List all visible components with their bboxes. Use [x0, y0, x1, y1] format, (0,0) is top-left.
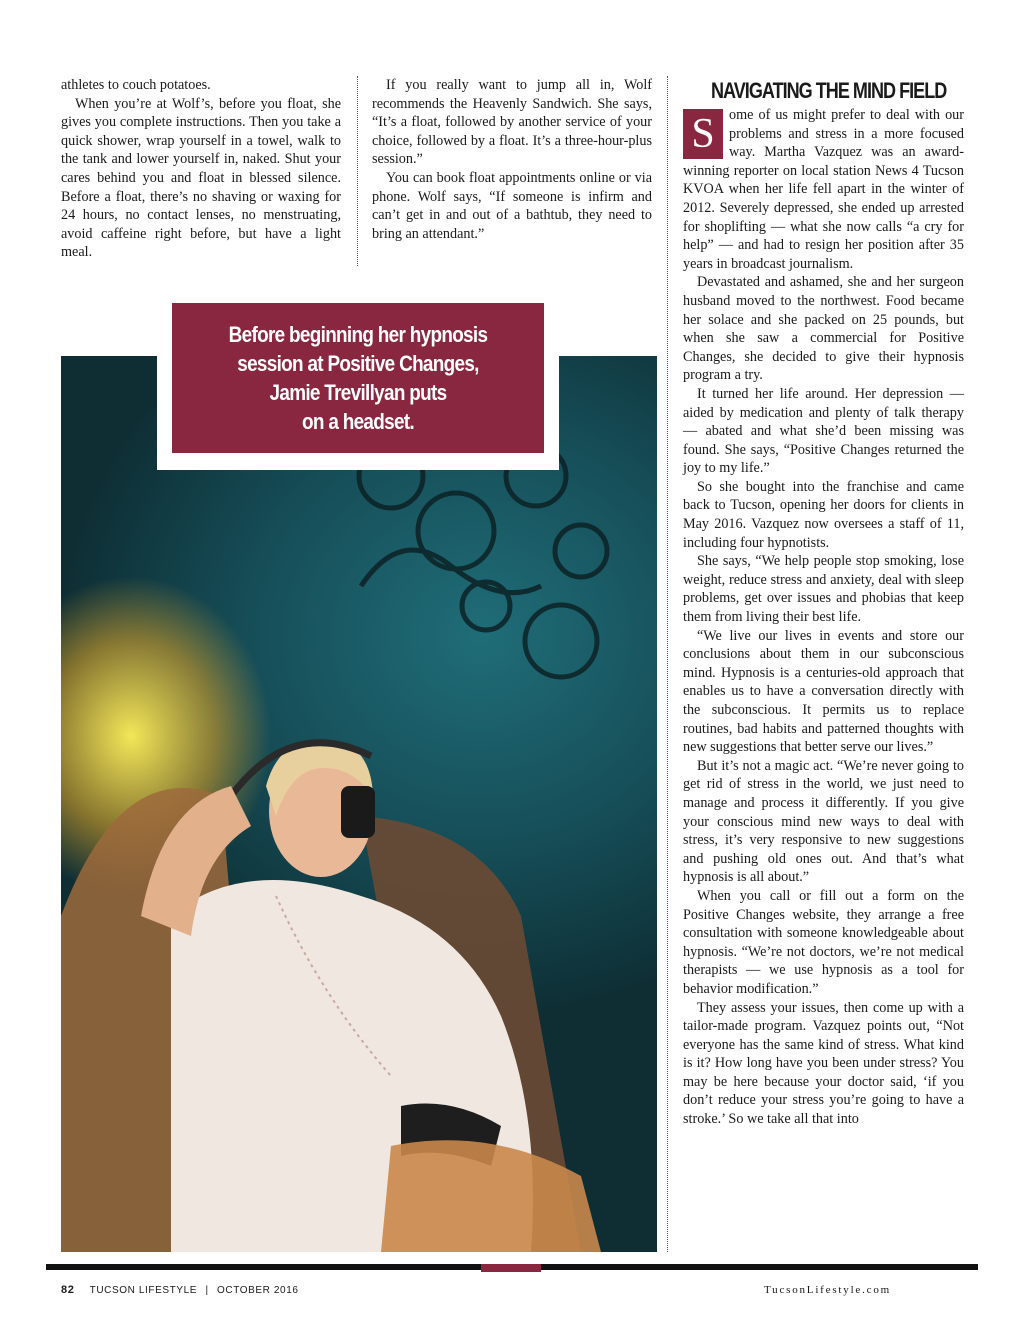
paragraph: Devastated and ashamed, she and her surgeon husband moved to the northwest. Food became her solace and she packed on 25 pounds, but when she saw a commercial for Positive Changes, she decided to give their hypnosis program a try.	[683, 274, 964, 384]
column-divider	[667, 76, 668, 1252]
paragraph: But it’s not a magic act. “We’re never going to get rid of stress in the world, we just need to manage and process it differently. If you give your conscious mind new ways to deal with stress, it’s very responsive to new suggestions and pushing old ones out. And that’s what hypnosis is all about.”	[683, 757, 964, 886]
footer-accent-tab	[481, 1264, 541, 1272]
publication-name: TUCSON LIFESTYLE	[89, 1285, 198, 1296]
drop-cap: S	[683, 109, 723, 159]
paragraph: When you call or fill out a form on the Positive Changes website, they arrange a free consultation with someone knowledgeable about hypnosis. “We’re not doctors, we’re not medical therapists — we use hypnosis as a tool for behavior modification.”	[683, 887, 964, 997]
paragraph: When you’re at Wolf’s, before you float, she gives you complete instructions. Then you take a quick shower, wrap yourself in a towel, walk to the tank and lower yourself in, naked. Shut your cares behind you and float in blessed silence. Before a float, there’s no shaving or waxing for 24 hours, no contact lenses, no menstruating, avoid caffeine right before, but have a light meal.	[61, 95, 341, 261]
woman-with-headphones-photo	[61, 356, 657, 1252]
paragraph: It turned her life around. Her depression — aided by medication and plenty of talk therapy — abated and what she’d been missing was found. She says, “Positive Changes returned the joy to my life.”	[683, 385, 964, 477]
paragraph: You can book float appointments online or via phone. Wolf says, “If someone is infirm and can’t get in and out of a bathtub, they need to bring an attendant.”	[372, 169, 652, 242]
website-url: TucsonLifestyle.com	[764, 1284, 891, 1296]
lap-fabric	[381, 1140, 601, 1252]
paragraph: “We live our lives in events and store our conclusions about them in our subconscious mind. Hypnosis is a centuries-old approach that enables us to have a conversation directly with the subconscious. It permits us to replace routines, bad habits and patterned thoughts with new suggestions that better serve our lives.”	[683, 627, 964, 756]
article-column-1	[61, 76, 341, 262]
headphone-cup	[341, 786, 375, 838]
issue-date: OCTOBER 2016	[217, 1285, 299, 1296]
column-divider	[357, 76, 358, 266]
paragraph: athletes to couch potatoes.	[61, 77, 211, 93]
article-column-3	[683, 78, 964, 1129]
article-column-2	[372, 76, 652, 243]
paragraph: They assess your issues, then come up with a tailor-made program. Vazquez points out, “Not everyone has the same kind of stress. What kind is it? How long have you been under stress? You may be here because your doctor said, ‘if you don’t reduce your stress you’re going to have a stroke.’ So we take all that into	[683, 999, 964, 1128]
lead-paragraph	[683, 106, 964, 273]
paragraph: She says, “We help people stop smoking, lose weight, reduce stress and anxiety, deal with sleep problems, get over issues and phobias that keep them from living their best life.	[683, 553, 964, 626]
page-footer	[61, 1284, 891, 1304]
paragraph: If you really want to jump all in, Wolf recommends the Heavenly Sandwich. She says, “It’s a float, followed by another service of your choice, followed by a float. It’s a three-hour-plus session.”	[372, 77, 652, 168]
page-number: 82	[61, 1284, 75, 1296]
photo-illustration	[61, 356, 657, 1252]
footer-separator: |	[205, 1285, 209, 1296]
lead-text: ome of us might prefer to deal with our problems and stress in a more focused way. Martha Vazquez was an award-winning reporter on local station News 4 Tucson KVOA when her life fell apart in the winter of 2012. Severely depressed, she ended up arrested for shoplifting — what she now calls “a cry for help” — and had to resign her position after 35 years in broadcast journalism.	[683, 107, 964, 272]
section-headline: NAVIGATING THE MIND FIELD	[711, 78, 947, 103]
photo-caption: Before beginning her hypnosis session at Positive Changes, Jamie Trevillyan puts on a headset.	[228, 322, 488, 434]
paragraph: So she bought into the franchise and came back to Tucson, opening her doors for clients in May 2016. Vazquez now oversees a staff of 11, including four hypnotists.	[683, 478, 964, 551]
caption-box	[172, 303, 544, 453]
